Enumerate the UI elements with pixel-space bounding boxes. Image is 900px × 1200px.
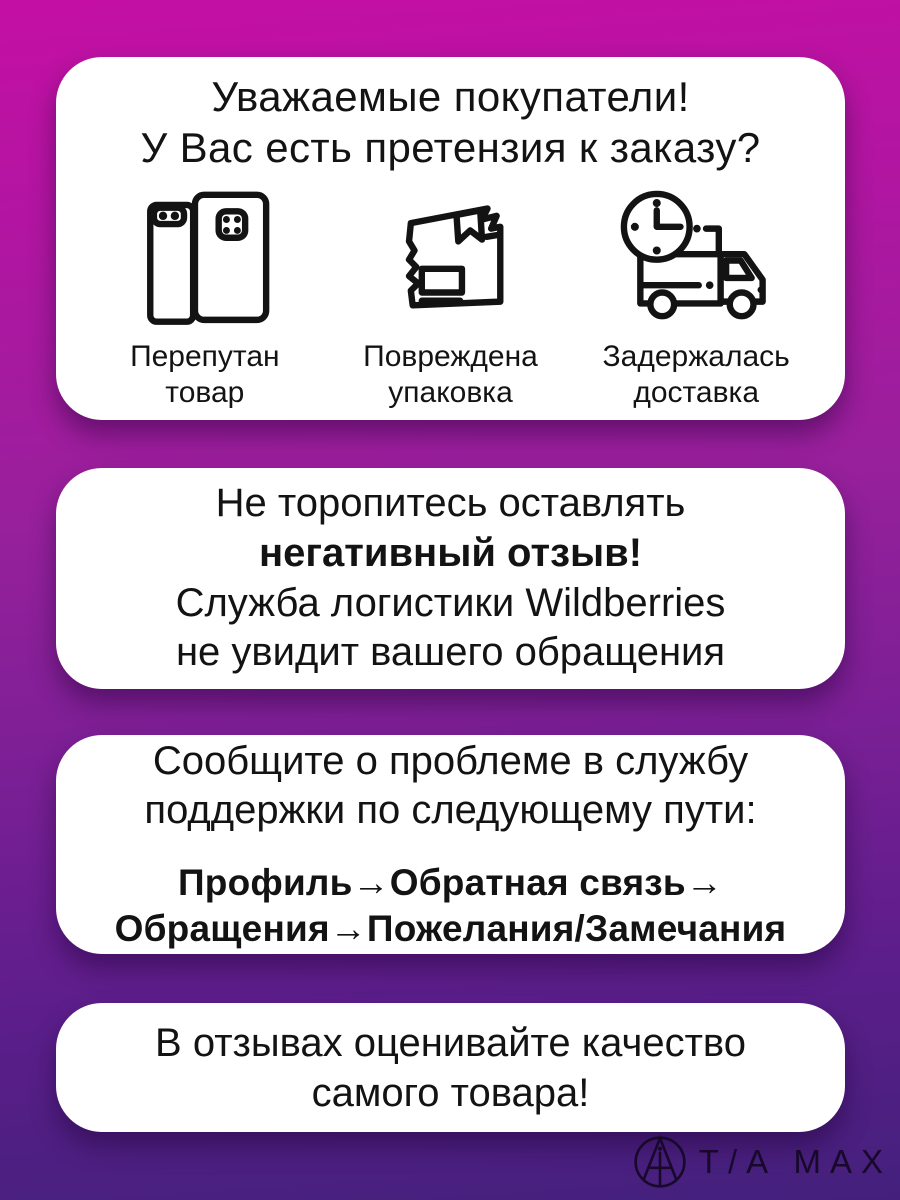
support-route [56, 860, 845, 952]
claim-delayed-delivery [573, 183, 819, 409]
brand-text: T/A MAX [698, 1143, 892, 1180]
brand-row [0, 1130, 892, 1194]
claims-icons-row [56, 183, 845, 409]
card-claims-title [56, 71, 845, 173]
warning-line-3: Служба логистики Wildberries [175, 580, 726, 625]
delayed-delivery-icon [608, 183, 784, 329]
claim-label: Перепутан товар [130, 340, 280, 409]
support-line-1: Сообщите о проблеме в службу [152, 738, 749, 783]
damaged-package-icon [376, 183, 526, 329]
card-support-path [56, 735, 845, 954]
title-line-2: У Вас есть претензия к заказу? [140, 124, 761, 172]
warning-line-4: не увидит вашего обращения [175, 630, 726, 675]
card-review-note [56, 1003, 845, 1132]
ta-max-logo-icon [631, 1133, 689, 1191]
warning-line-2-bold: негативный отзыв! [258, 530, 643, 575]
title-line-1: Уважаемые покупатели! [211, 73, 690, 120]
support-intro [56, 737, 845, 835]
support-line-2: поддержки по следующему пути: [144, 787, 757, 832]
review-line-1: В отзывах оценивайте качество [155, 1020, 746, 1065]
claim-mixed-up-product [82, 183, 328, 409]
card-claims [56, 57, 845, 420]
mixed-up-product-icon [130, 183, 280, 329]
claim-label: Задержалась доставка [602, 340, 790, 409]
claim-label: Повреждена упаковка [363, 340, 538, 409]
claim-damaged-package [328, 183, 574, 409]
card-warning [56, 468, 845, 689]
route-line-2: Обращения→Пожелания/Замечания [114, 908, 787, 950]
review-line-2: самого товара! [311, 1070, 590, 1115]
route-line-1: Профиль→Обратная связь→ [177, 862, 724, 904]
warning-line-1: Не торопитесь оставлять [215, 481, 686, 526]
